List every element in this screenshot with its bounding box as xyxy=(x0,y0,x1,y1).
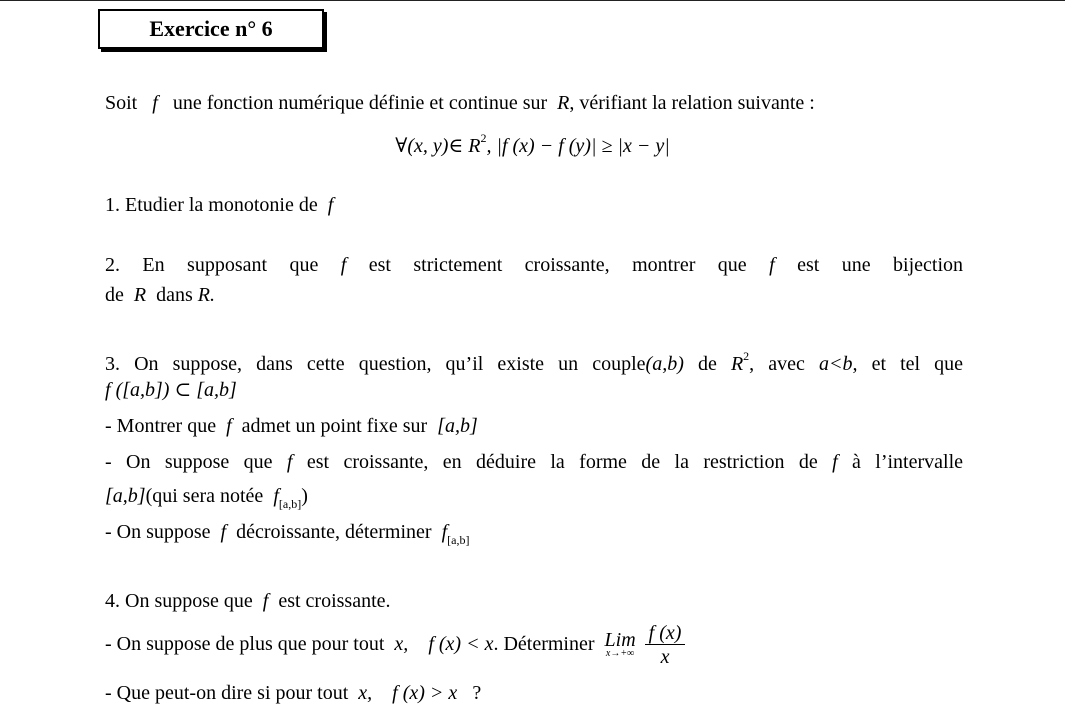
question-2-line-1: 2. En supposant que f est strictement croissante, montrer que f est une bijection xyxy=(105,254,964,276)
question-3-bullet-2-line-2: [a,b](qui sera notée $f_{[a,b]}$) xyxy=(105,485,308,511)
question-1: 1. Etudier la monotonie de f xyxy=(105,194,334,216)
limit-operator: Lim x→+∞ xyxy=(604,629,636,660)
question-2-line-2: de R dans R. xyxy=(105,284,215,306)
intro-line: Soit f une fonction numérique définie et continue sur R, vérifiant la relation suivante : xyxy=(105,92,815,114)
top-rule xyxy=(0,0,1065,1)
exercise-title: Exercice n° 6 xyxy=(98,9,324,49)
question-3-bullet-3: - On suppose f décroissante, déterminer $f_{[a,b]}$ xyxy=(105,521,470,547)
question-3-line-2: f ([a,b]) ⊂ [a,b] xyxy=(105,379,237,401)
limit-fraction: $\frac{f (x)}{x}$ xyxy=(645,622,686,669)
question-4-bullet-1: - On suppose de plus que pour tout x, f (x) < x. Déterminer Lim x→+∞ $\frac{f (x)}{x}$ xyxy=(105,622,685,669)
relation-formula: ∀(x, y)∈ $R^2$, |f (x) − f (y)| ≥ |x − y| xyxy=(395,131,670,157)
question-3-bullet-1: - Montrer que f admet un point fixe sur [a,b] xyxy=(105,415,478,437)
question-4-bullet-2: - Que peut-on dire si pour tout x, f (x) > x ? xyxy=(105,682,482,704)
question-4-line-1: 4. On suppose que f est croissante. xyxy=(105,590,391,612)
question-3-line-1: 3. On suppose, dans cette question, qu’il existe un couple(a,b) de $R^2$, avec a<b, et tel que xyxy=(105,349,964,375)
question-3-bullet-2-line-1: - On suppose que f est croissante, en déduire la forme de la restriction de f à l’intervalle xyxy=(105,451,963,473)
